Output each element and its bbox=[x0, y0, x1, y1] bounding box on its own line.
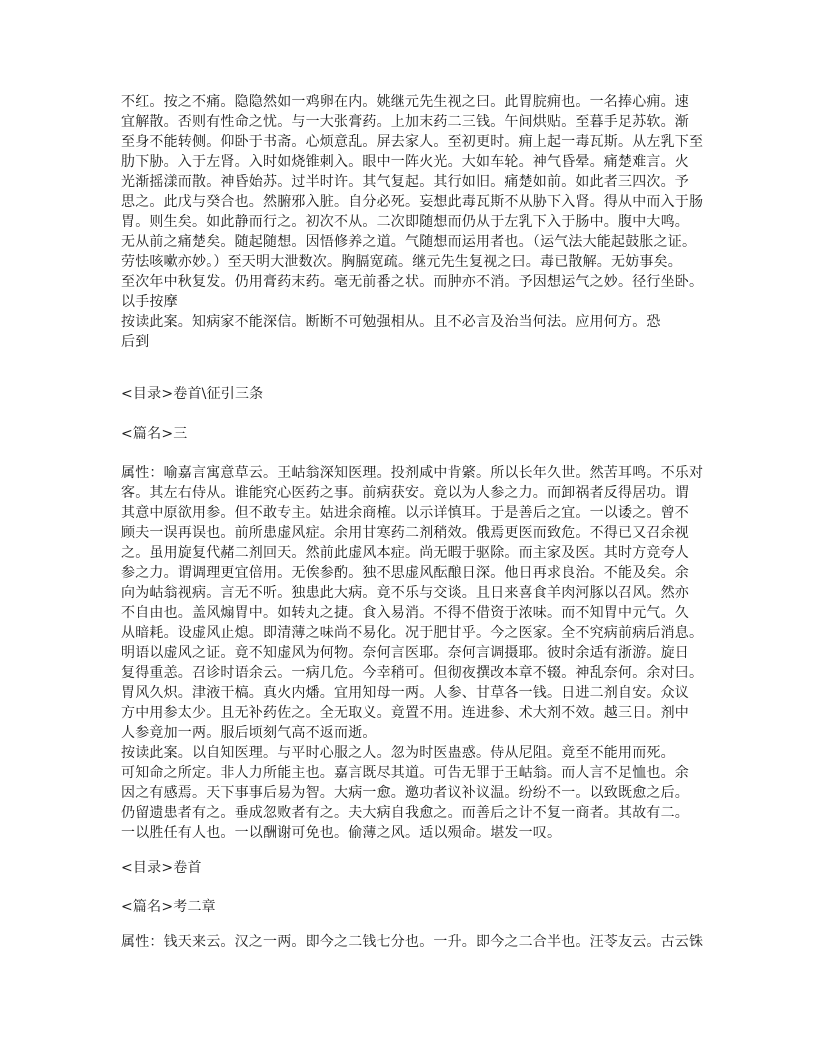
text-line: 一以胜任有人也。一以酬谢可免也。偷薄之风。适以殒命。堪发一叹。 bbox=[121, 825, 562, 841]
section1-text bbox=[121, 92, 703, 352]
text-line: 后到 bbox=[121, 334, 150, 350]
text-line: 明语以虚风之证。竟不知虚风为何物。奈何言医耶。奈何言调摄耶。彼时余适有浙游。旋日 bbox=[121, 645, 689, 661]
text-line: 因之有感焉。天下事事后易为智。大病一愈。邀功者议补议温。纷纷不一。以致既愈之后。 bbox=[121, 785, 689, 801]
text-line: 其意中原欲用参。但不敢专主。姑进余商榷。以示详慎耳。于是善后之宜。一以诿之。曾不 bbox=[121, 505, 689, 521]
text-line: 胃风久炽。津液干槁。真火内燔。宜用知母一两。人参、甘草各一钱。日进二剂自安。众议 bbox=[121, 685, 689, 701]
text-line: 之。虽用旋复代赭二剂回天。然前此虚风本症。尚无暇于驱除。而主家及医。其时方竞夸人 bbox=[121, 545, 689, 561]
text-line: 光渐摇漾而散。神昏始苏。过半时许。其气复起。其行如旧。痛楚如前。如此者三四次。予 bbox=[121, 174, 689, 190]
text-line: 无从前之痛楚矣。随起随想。因悟修养之道。气随想而运用者也。（运气法大能起鼓胀之证。 bbox=[121, 234, 697, 250]
text-line: 可知命之所定。非人力所能主也。嘉言既尽其道。可告无罪于王岵翁。而人言不足恤也。余 bbox=[121, 765, 689, 781]
section3-title-heading: <篇名>考二章 bbox=[121, 899, 216, 915]
text-line: 按读此案。知病家不能深信。断断不可勉强相从。且不必言及治当何法。应用何方。恐 bbox=[121, 314, 661, 330]
text-line: 方中用参太少。且无补药佐之。全无取义。竟置不用。连进参、术大剂不效。越三日。剂中 bbox=[121, 705, 689, 721]
text-line: 客。其左右侍从。谁能究心医药之事。前病获安。竟以为人参之力。而卸祸者反得居功。谓 bbox=[121, 485, 689, 501]
text-line: 从暗耗。设虚风止熄。即清薄之味尚不易化。况于肥甘乎。今之医家。全不究病前病后消息。 bbox=[121, 625, 704, 641]
section2-catalog-heading: <目录>卷首\征引三条 bbox=[121, 386, 264, 402]
text-line: 思之。此戊与癸合也。然腑邪入脏。自分必死。妄想此毒瓦斯不从胁下入肾。得从中而入于肠 bbox=[121, 194, 704, 210]
text-line: 至次年中秋复发。仍用膏药末药。毫无前番之状。而肿亦不消。予因想运气之妙。径行坐卧。 bbox=[121, 274, 704, 290]
text-line: 属性：钱天来云。汉之一两。即今之二钱七分也。一升。即今之二合半也。汪苓友云。古云铢 bbox=[121, 934, 704, 950]
text-line: 人参竟加一两。服后顷刻气高不返而逝。 bbox=[121, 725, 377, 741]
section2-title-heading: <篇名>三 bbox=[121, 426, 188, 442]
text-line: 属性：喻嘉言寓意草云。王岵翁深知医理。投剂咸中肯綮。所以长年久世。然苦耳鸣。不乐对 bbox=[121, 465, 704, 481]
text-line: 顾夫一误再误也。前所患虚风症。余用甘寒药二剂稍效。俄焉更医而致危。不得已又召余视 bbox=[121, 525, 689, 541]
section3-text bbox=[121, 932, 703, 952]
text-line: 按读此案。以自知医理。与平时心服之人。忽为时医蛊惑。侍从尼阻。竟至不能用而死。 bbox=[121, 745, 675, 761]
text-line: 宜解散。否则有性命之忧。与一大张膏药。上加末药二三钱。午间烘贴。至暮手足苏软。渐 bbox=[121, 114, 689, 130]
text-line: 不红。按之不痛。隐隐然如一鸡卵在内。姚继元先生视之曰。此胃脘痈也。一名捧心痈。速 bbox=[121, 94, 689, 110]
section3-catalog-heading: <目录>卷首 bbox=[121, 860, 202, 876]
text-line: 参之力。谓调理更宜倍用。无俟参酌。独不思虚风酝酿日深。他日再求良治。不能及矣。余 bbox=[121, 565, 689, 581]
text-line: 胃。则生矣。如此静而行之。初次不从。二次即随想而仍从于左乳下入于肠中。腹中大鸣。 bbox=[121, 214, 689, 230]
text-line: 复得重恙。召诊时语余云。一病几危。今幸稍可。但彻夜撰改本章不辍。神乱奈何。余对曰。 bbox=[121, 665, 704, 681]
section2-text bbox=[121, 463, 703, 843]
text-line: 以手按摩 bbox=[121, 294, 178, 310]
text-line: 不自由也。盖风煽胃中。如转丸之捷。食入易消。不得不借资于浓味。而不知胃中元气。久 bbox=[121, 605, 689, 621]
text-line: 向为岵翁视病。言无不听。独患此大病。竟不乐与交谈。且日来喜食羊肉河豚以召风。然亦 bbox=[121, 585, 689, 601]
text-line: 至身不能转侧。仰卧于书斋。心烦意乱。屏去家人。至初更时。痈上起一毒瓦斯。从左乳下至 bbox=[121, 134, 704, 150]
text-line: 劳怯咳嗽亦妙。）至天明大泄数次。胸膈宽疏。继元先生复视之曰。毒已散解。无妨事矣。 bbox=[121, 254, 682, 270]
text-line: 肋下胁。入于左肾。入时如烧锥刺入。眼中一阵火光。大如车轮。神气昏晕。痛楚难言。火 bbox=[121, 154, 689, 170]
text-line: 仍留遗患者有之。垂成忽败者有之。夫大病自我愈之。而善后之计不复一商者。其故有二。 bbox=[121, 805, 689, 821]
